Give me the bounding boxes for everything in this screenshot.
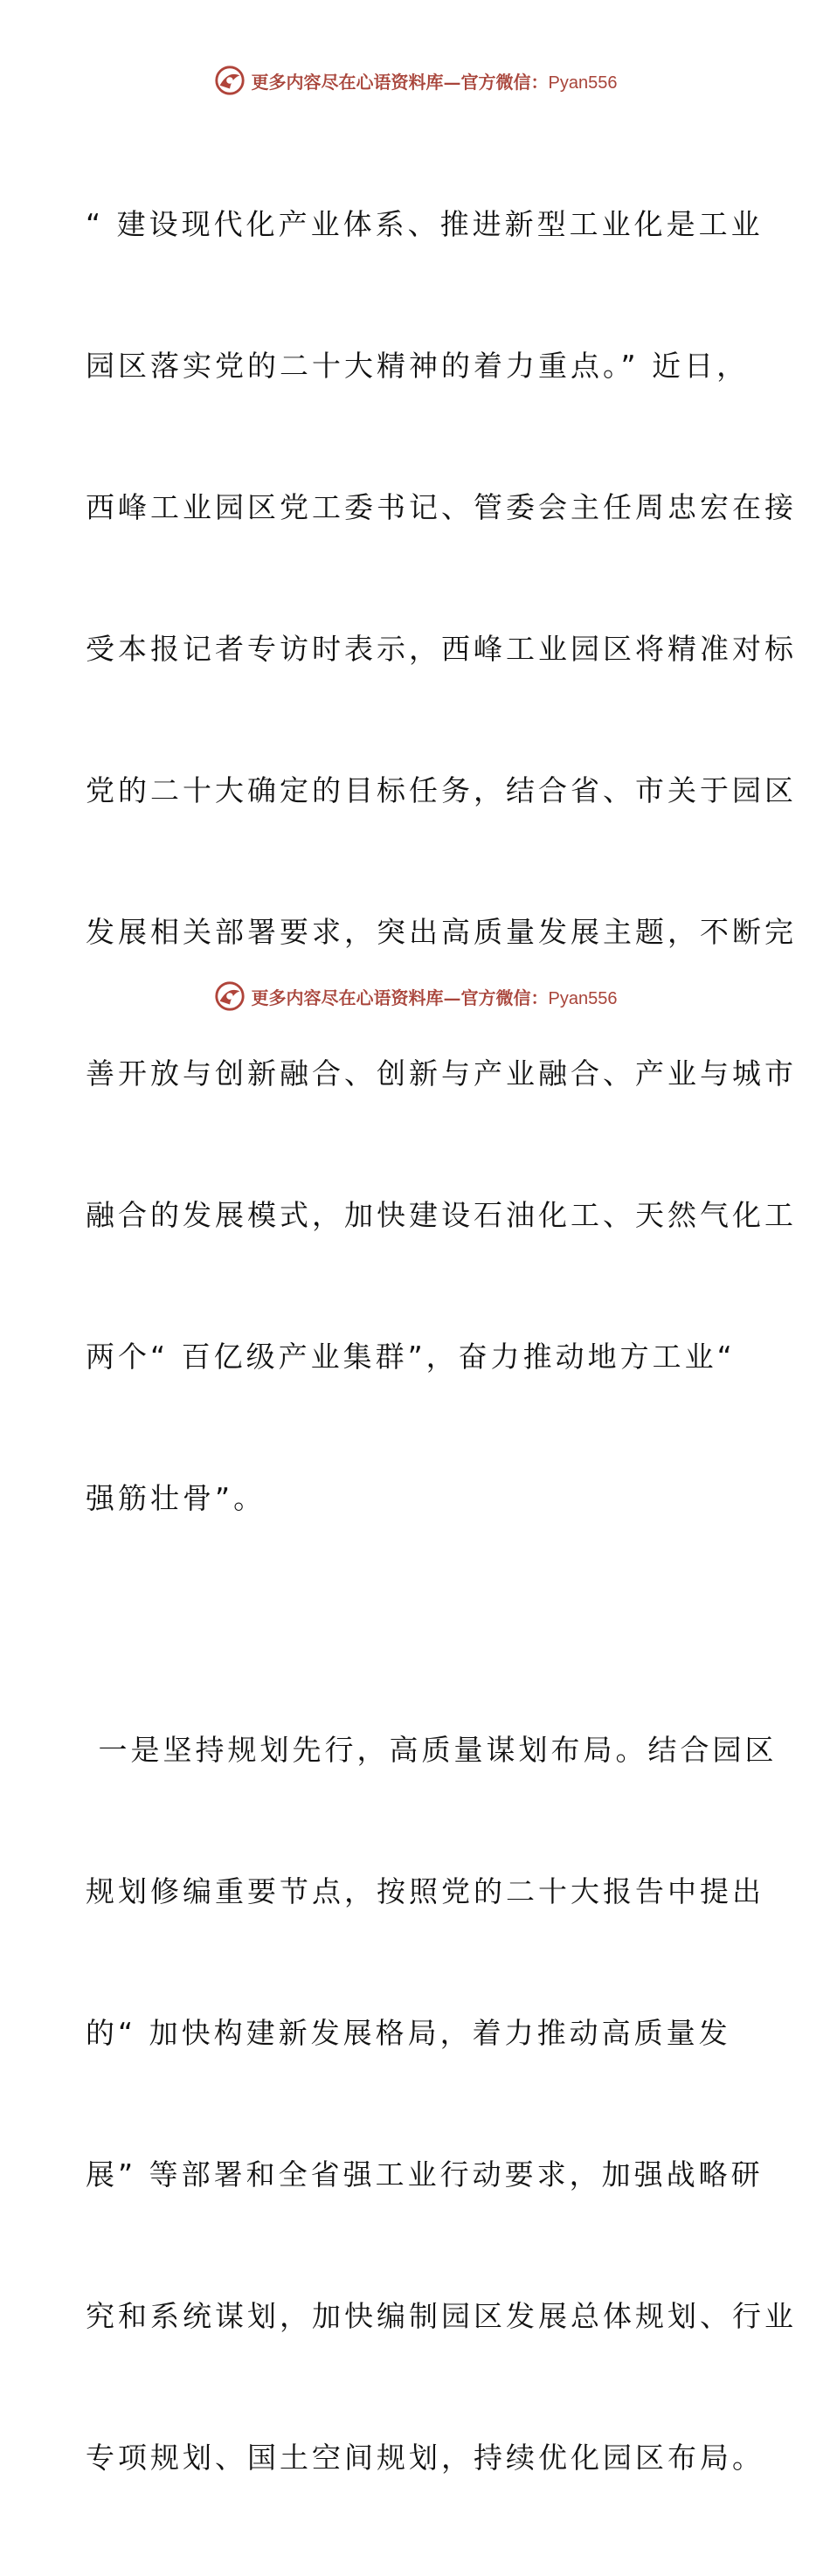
text-line: 究和系统谋划，加快编制园区发展总体规划、行业 (86, 2299, 797, 2333)
watermark-text-cn: 更多内容尽在心语资料库—官方微信： (251, 987, 549, 1008)
text-line: 党的二十大确定的目标任务，结合省、市关于园区 (86, 773, 797, 807)
paragraph-1 (86, 107, 797, 1617)
text-line: 展” 等部署和全省强工业行动要求，加强战略研 (86, 2157, 764, 2192)
watermark-text (252, 984, 618, 1009)
text-line: 一是坚持规划先行，高质量谋划布局。结合园区 (86, 1733, 778, 1767)
text-line: 融合的发展模式，加快建设石油化工、天然气化工 (86, 1198, 797, 1232)
article-body (86, 107, 797, 2576)
watermark-wechat-id: Pyan556 (548, 988, 618, 1008)
text-line: 两个“ 百亿级产业集群”，奋力推动地方工业“ (86, 1340, 736, 1374)
watermark-wechat-id: Pyan556 (548, 73, 618, 93)
watermark-text-cn: 更多内容尽在心语资料库—官方微信： (251, 71, 549, 93)
text-line: 规划修编重要节点，按照党的二十大报告中提出 (86, 1874, 764, 1908)
paragraph-gap (86, 1617, 750, 1632)
text-line: 专项规划、国土空间规划，持续优化园区布局。 (86, 2441, 764, 2475)
text-line: 园区落实党的二十大精神的着力重点。” 近日， (86, 349, 750, 383)
watermark-text (252, 68, 618, 93)
red-ribbon-logo-icon (213, 980, 246, 1013)
text-line: 善开放与创新融合、创新与产业融合、产业与城市 (86, 1056, 797, 1091)
red-ribbon-logo-icon (213, 64, 246, 97)
header-watermark (0, 61, 830, 100)
text-line: 西峰工业园区党工委书记、管委会主任周忠宏在接 (86, 490, 797, 524)
footer-watermark (0, 977, 830, 1015)
text-line: 发展相关部署要求，突出高质量发展主题，不断完 (86, 915, 797, 949)
text-line: “ 建设现代化产业体系、推进新型工业化是工业 (86, 207, 764, 241)
text-line: 受本报记者专访时表示，西峰工业园区将精准对标 (86, 632, 797, 666)
paragraph-2 (86, 1632, 797, 2576)
text-line: 强筋壮骨”。 (86, 1481, 266, 1515)
text-line: 的“ 加快构建新发展格局，着力推动高质量发 (86, 2016, 731, 2050)
